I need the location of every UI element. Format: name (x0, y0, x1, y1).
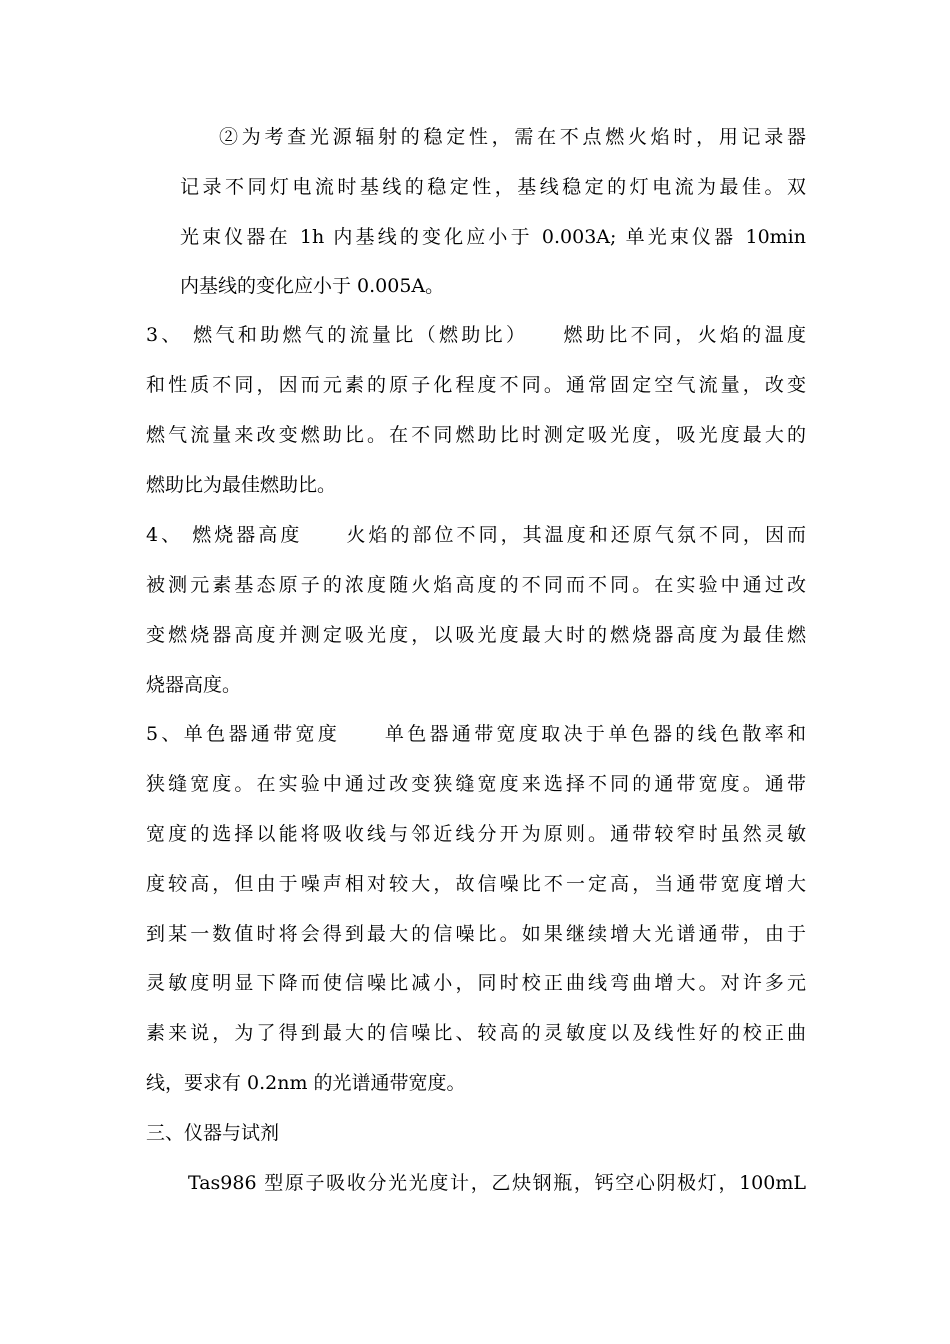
text-line-16: 度较高，但由于噪声相对较大，故信噪比不一定高，当通带宽度增大 (146, 873, 806, 895)
section-5-heading-line: 5、单色器通带宽度 单色器通带宽度取决于单色器的线色散率和 (146, 723, 806, 745)
text-line-11: 变燃烧器高度并测定吸光度，以吸光度最大时的燃烧器高度为最佳燃 (146, 624, 806, 646)
text-line-12: 烧器高度。 (146, 674, 242, 696)
section-heading-instruments: 三、仪器与试剂 (146, 1122, 280, 1144)
text-line-17: 到某一数值时将会得到最大的信噪比。如果继续增大光谱通带，由于 (146, 923, 806, 945)
text-line-18: 灵敏度明显下降而使信噪比减小，同时校正曲线弯曲增大。对许多元 (146, 972, 806, 994)
text-line-6: 和性质不同，因而元素的原子化程度不同。通常固定空气流量，改变 (146, 374, 806, 396)
text-line-1: ②为考查光源辐射的稳定性，需在不点燃火焰时，用记录器 (219, 126, 806, 148)
text-line-4: 内基线的变化应小于 0.005A。 (180, 275, 445, 297)
text-line-14: 狭缝宽度。在实验中通过改变狭缝宽度来选择不同的通带宽度。通带 (146, 773, 806, 795)
text-line-10: 被测元素基态原子的浓度随火焰高度的不同而不同。在实验中通过改 (146, 574, 806, 596)
text-line-2: 记录不同灯电流时基线的稳定性，基线稳定的灯电流为最佳。双 (180, 176, 806, 198)
text-line-22: Tas986 型原子吸收分光光度计，乙炔钢瓶，钙空心阴极灯，100mL (188, 1172, 806, 1194)
text-line-7: 燃气流量来改变燃助比。在不同燃助比时测定吸光度，吸光度最大的 (146, 424, 806, 446)
text-line-19: 素来说，为了得到最大的信噪比、较高的灵敏度以及线性好的校正曲 (146, 1022, 806, 1044)
text-line-20: 线，要求有 0.2nm 的光谱通带宽度。 (146, 1072, 466, 1094)
section-4-heading-line: 4、 燃烧器高度 火焰的部位不同，其温度和还原气氛不同，因而 (146, 524, 806, 546)
text-line-8: 燃助比为最佳燃助比。 (146, 474, 337, 496)
text-line-3: 光束仪器在 1h 内基线的变化应小于 0.003A; 单光束仪器 10min (180, 226, 806, 248)
text-line-15: 宽度的选择以能将吸收线与邻近线分开为原则。通带较窄时虽然灵敏 (146, 823, 806, 845)
section-3-heading-line: 3、 燃气和助燃气的流量比（燃助比） 燃助比不同，火焰的温度 (146, 324, 806, 346)
